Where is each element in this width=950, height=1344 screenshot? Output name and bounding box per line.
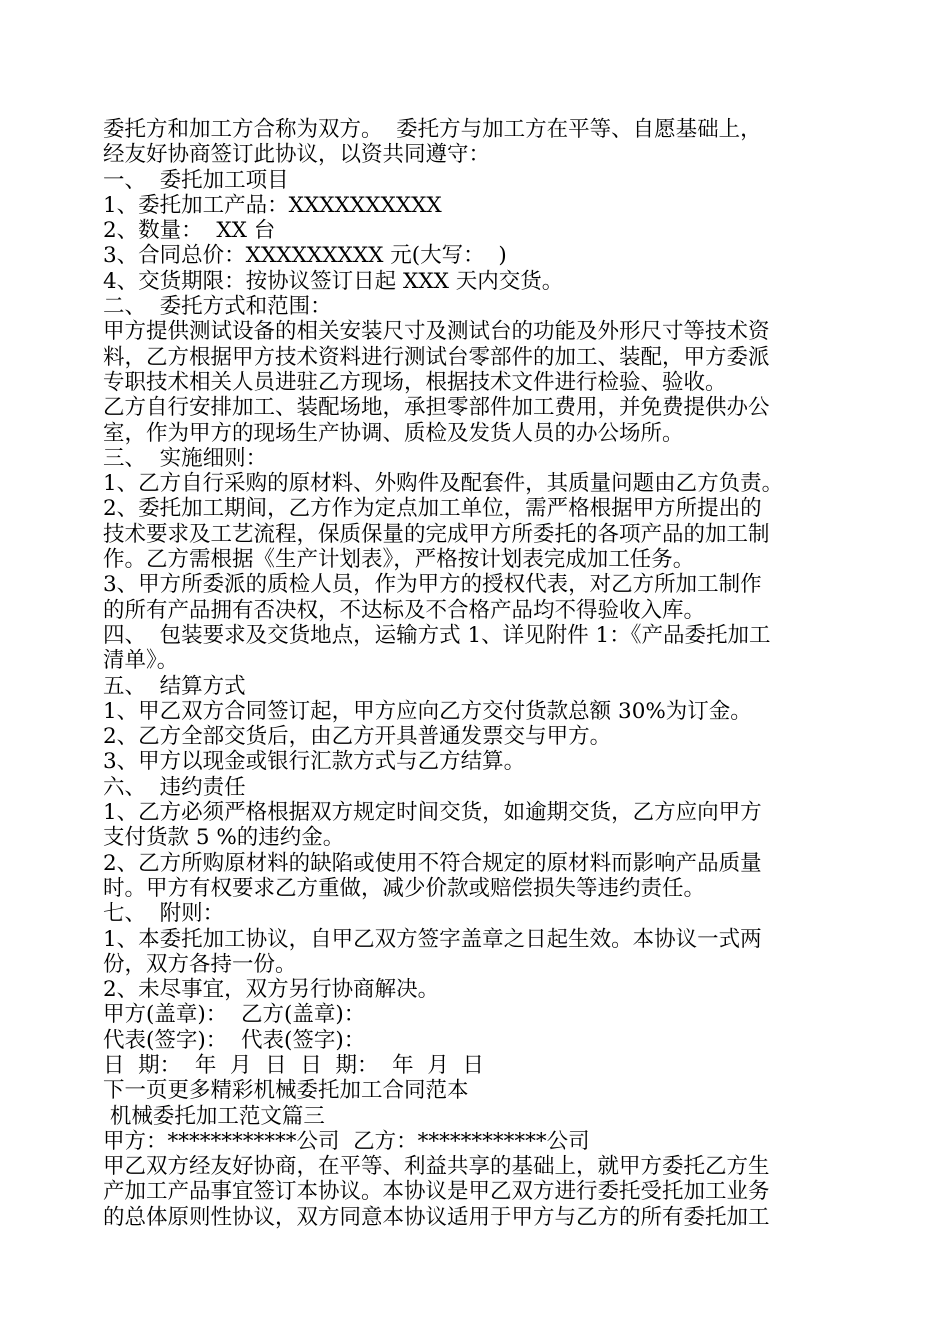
- text-line: 日 期： 年 月 日 日 期： 年 月 日: [103, 1052, 485, 1078]
- text-line: 1、甲乙双方合同签订起，甲方应向乙方交付货款总额 30%为订金。: [103, 698, 752, 724]
- text-line: 2、委托加工期间，乙方作为定点加工单位，需严格根据甲方所提出的: [103, 496, 762, 522]
- text-line: 1、本委托加工协议，自甲乙双方签字盖章之日起生效。本协议一式两: [103, 926, 762, 952]
- text-line: 1、乙方自行采购的原材料、外购件及配套件，其质量问题由乙方负责。: [103, 471, 784, 497]
- text-line: 1、委托加工产品：XXXXXXXXXX: [103, 192, 442, 218]
- text-line: 三、 实施细则：: [103, 445, 268, 471]
- text-line: 甲方提供测试设备的相关安装尺寸及测试台的功能及外形尺寸等技术资: [103, 319, 770, 345]
- text-line: 3、甲方以现金或银行汇款方式与乙方结算。: [103, 749, 526, 775]
- text-line: 3、合同总价：XXXXXXXXX 元(大写： ): [103, 243, 507, 269]
- text-line: 3、甲方所委派的质检人员，作为甲方的授权代表，对乙方所加工制作: [103, 572, 762, 598]
- text-line: 一、 委托加工项目: [103, 167, 289, 193]
- text-line: 经友好协商签订此协议，以资共同遵守：: [103, 142, 491, 168]
- text-line: 专职技术相关人员进驻乙方现场，根据技术文件进行检验、验收。: [103, 369, 727, 395]
- text-line: 技术要求及工艺流程，保质保量的完成甲方所委托的各项产品的加工制: [103, 521, 770, 547]
- text-line: 委托方和加工方合称为双方。 委托方与加工方在平等、自愿基础上，: [103, 117, 762, 142]
- text-line: 4、交货期限：按协议签订日起 XXX 天内交货。: [103, 268, 564, 294]
- text-line: 产加工产品事宜签订本协议。本协议是甲乙双方进行委托受托加工业务: [103, 1179, 770, 1205]
- text-line: 甲方：************公司 乙方：************公司: [103, 1128, 590, 1154]
- text-line: 作。乙方需根据《生产计划表》，严格按计划表完成加工任务。: [103, 547, 695, 573]
- text-line: 清单》。: [103, 648, 179, 674]
- text-line: 乙方自行安排加工、装配场地，承担零部件加工费用，并免费提供办公: [103, 395, 770, 421]
- text-line: 2、数量： XX 台: [103, 218, 276, 244]
- text-line: 机械委托加工范文篇三: [103, 1103, 325, 1129]
- text-line: 料，乙方根据甲方技术资料进行测试台零部件的加工、装配，甲方委派: [103, 344, 770, 370]
- text-line: 六、 违约责任: [103, 774, 246, 800]
- text-line: 2、未尽事宜，双方另行协商解决。: [103, 977, 440, 1003]
- text-line: 七、 附则：: [103, 901, 225, 927]
- text-line: 二、 委托方式和范围：: [103, 294, 332, 320]
- text-line: 甲方(盖章)： 乙方(盖章)：: [103, 1002, 366, 1028]
- text-line: 2、乙方全部交货后，由乙方开具普通发票交与甲方。: [103, 724, 612, 750]
- text-line: 的所有产品拥有否决权，不达标及不合格产品均不得验收入库。: [103, 597, 706, 623]
- text-line: 下一页更多精彩机械委托加工合同范本: [103, 1078, 469, 1104]
- text-line: 四、 包装要求及交货地点，运输方式 1、详见附件 1：《产品委托加工: [103, 622, 771, 648]
- text-line: 甲乙双方经友好协商，在平等、利益共享的基础上，就甲方委托乙方生: [103, 1154, 770, 1180]
- text-line: 份，双方各持一份。: [103, 951, 297, 977]
- text-line: 2、乙方所购原材料的缺陷或使用不符合规定的原材料而影响产品质量: [103, 850, 762, 876]
- text-line: 支付货款 5 %的违约金。: [103, 825, 345, 851]
- text-line: 五、 结算方式: [103, 673, 246, 699]
- text-line: 代表(签字)： 代表(签字)：: [103, 1027, 366, 1053]
- document-body: [103, 117, 863, 1230]
- text-line: 1、乙方必须严格根据双方规定时间交货，如逾期交货，乙方应向甲方: [103, 800, 762, 826]
- text-line: 室，作为甲方的现场生产协调、质检及发货人员的办公场所。: [103, 420, 684, 446]
- text-line: 时。甲方有权要求乙方重做，减少价款或赔偿损失等违约责任。: [103, 875, 706, 901]
- text-line: 的总体原则性协议，双方同意本协议适用于甲方与乙方的所有委托加工: [103, 1204, 770, 1230]
